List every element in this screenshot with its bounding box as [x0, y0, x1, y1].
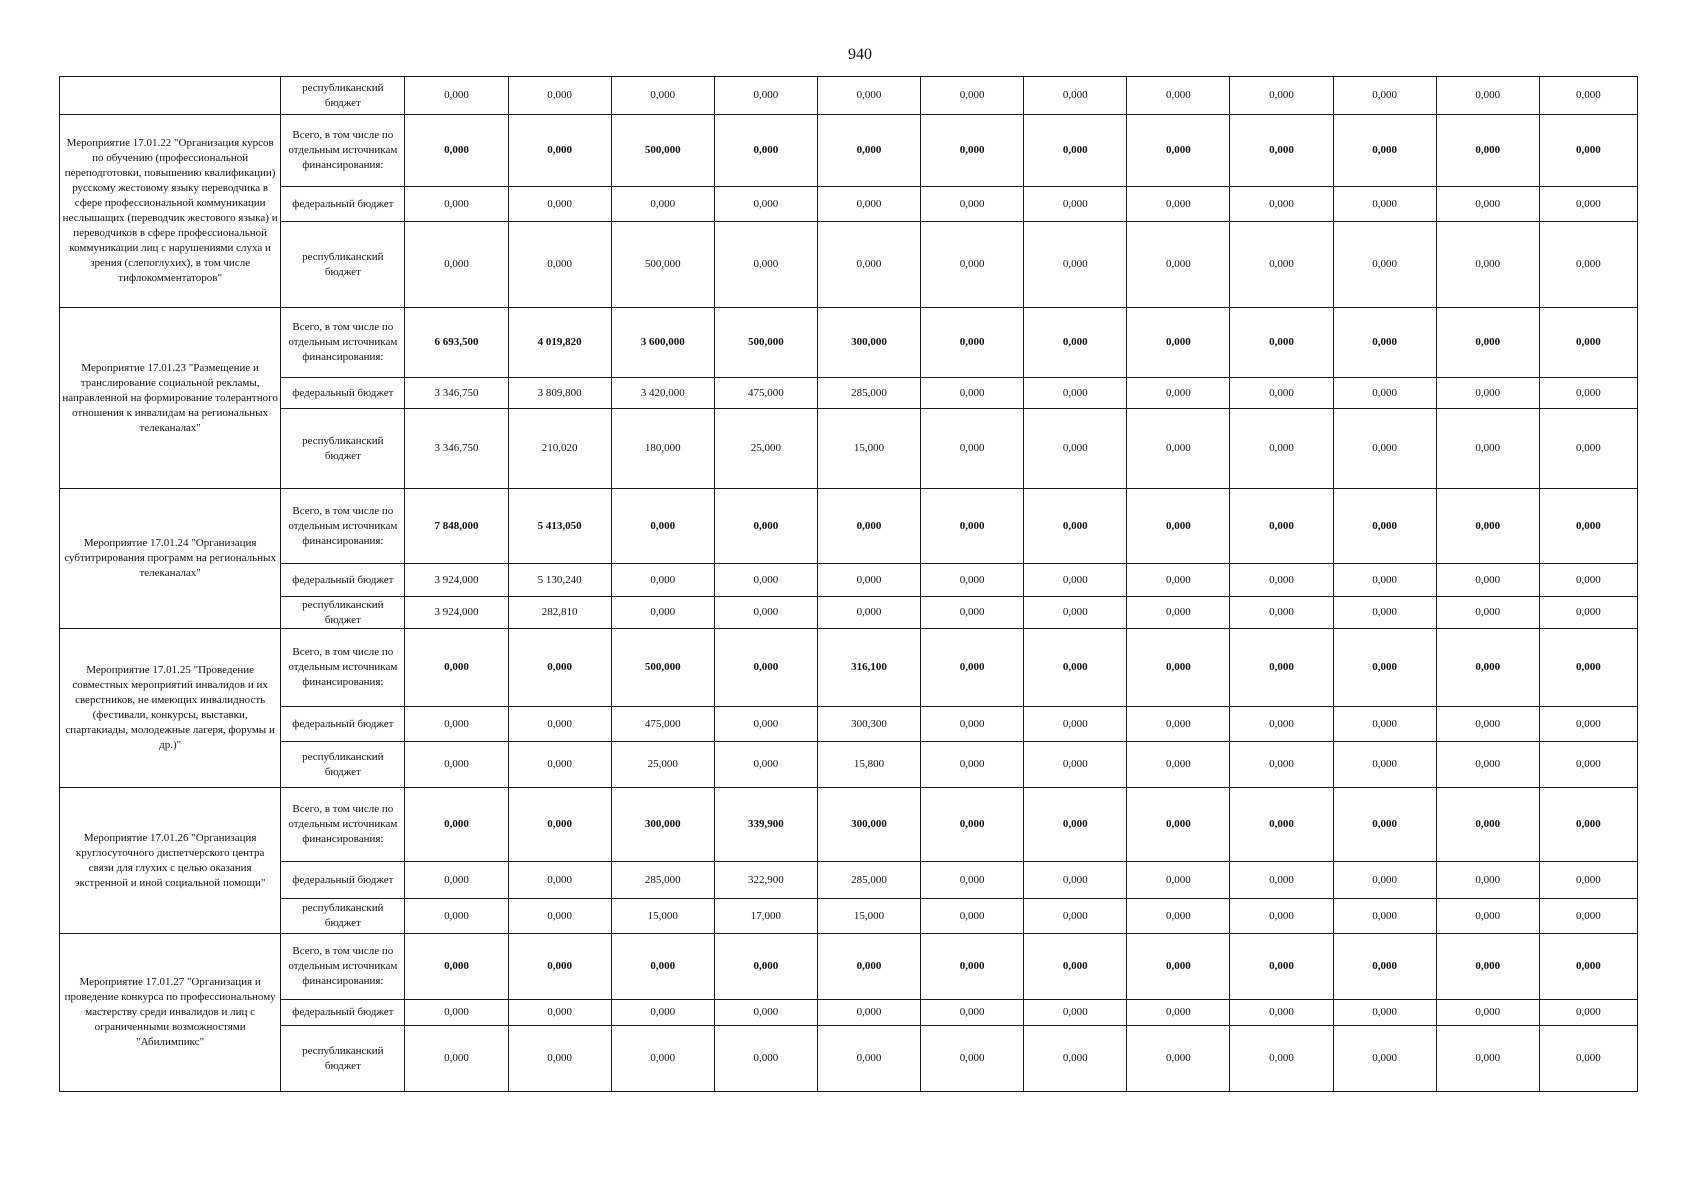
value-cell: 0,000 — [817, 597, 920, 629]
value-cell: 0,000 — [611, 1026, 714, 1092]
value-cell: 0,000 — [1333, 115, 1436, 187]
source-label: Всего, в том числе по отдельным источникам финансирования: — [281, 115, 405, 187]
value-cell: 0,000 — [1230, 629, 1333, 707]
value-cell: 0,000 — [1127, 597, 1230, 629]
value-cell: 15,000 — [817, 899, 920, 934]
budget-table — [59, 76, 1638, 1092]
value-cell: 25,000 — [611, 742, 714, 788]
value-cell: 0,000 — [508, 187, 611, 222]
value-cell: 0,000 — [405, 1026, 508, 1092]
value-cell: 0,000 — [1436, 409, 1539, 489]
value-cell: 0,000 — [817, 77, 920, 115]
value-cell: 0,000 — [1127, 564, 1230, 597]
value-cell: 3 346,750 — [405, 409, 508, 489]
source-label: федеральный бюджет — [281, 862, 405, 899]
value-cell: 0,000 — [1436, 222, 1539, 308]
value-cell: 0,000 — [714, 222, 817, 308]
value-cell: 0,000 — [921, 77, 1024, 115]
value-cell: 0,000 — [1230, 707, 1333, 742]
value-cell: 500,000 — [611, 115, 714, 187]
source-label: Всего, в том числе по отдельным источникам финансирования: — [281, 308, 405, 378]
value-cell: 0,000 — [611, 1000, 714, 1026]
value-cell: 0,000 — [405, 1000, 508, 1026]
value-cell: 0,000 — [405, 742, 508, 788]
value-cell: 0,000 — [1539, 629, 1637, 707]
value-cell: 0,000 — [1127, 308, 1230, 378]
value-cell: 0,000 — [1230, 1026, 1333, 1092]
table-row — [60, 788, 1638, 862]
value-cell: 0,000 — [817, 934, 920, 1000]
value-cell: 0,000 — [1024, 308, 1127, 378]
table-row — [60, 564, 1638, 597]
value-cell: 0,000 — [1024, 187, 1127, 222]
value-cell: 0,000 — [1230, 1000, 1333, 1026]
value-cell: 0,000 — [921, 707, 1024, 742]
value-cell: 322,900 — [714, 862, 817, 899]
source-label: федеральный бюджет — [281, 1000, 405, 1026]
value-cell: 0,000 — [611, 934, 714, 1000]
value-cell: 0,000 — [921, 934, 1024, 1000]
event-title: Мероприятие 17.01.25 "Проведение совместных мероприятий инвалидов и их сверстников, не имеющих инвалидность (фестивали, конкурсы, выставки, спартакиады, молодежные лагеря, форумы и др.)" — [60, 629, 281, 788]
value-cell: 0,000 — [405, 862, 508, 899]
value-cell: 0,000 — [1024, 629, 1127, 707]
value-cell: 0,000 — [1333, 187, 1436, 222]
value-cell: 0,000 — [714, 934, 817, 1000]
value-cell: 0,000 — [1127, 1000, 1230, 1026]
value-cell: 0,000 — [1436, 187, 1539, 222]
value-cell: 210,020 — [508, 409, 611, 489]
value-cell: 0,000 — [1024, 1026, 1127, 1092]
value-cell: 0,000 — [817, 564, 920, 597]
value-cell: 0,000 — [1024, 742, 1127, 788]
table-row — [60, 1026, 1638, 1092]
value-cell: 0,000 — [1024, 115, 1127, 187]
value-cell: 0,000 — [921, 1000, 1024, 1026]
table-row — [60, 378, 1638, 409]
value-cell: 3 924,000 — [405, 564, 508, 597]
value-cell: 0,000 — [405, 222, 508, 308]
value-cell: 0,000 — [405, 77, 508, 115]
value-cell: 0,000 — [1333, 742, 1436, 788]
value-cell: 0,000 — [1539, 187, 1637, 222]
value-cell: 3 420,000 — [611, 378, 714, 409]
value-cell: 0,000 — [1230, 564, 1333, 597]
source-label: республиканский бюджет — [281, 742, 405, 788]
value-cell: 0,000 — [508, 222, 611, 308]
value-cell: 0,000 — [1230, 934, 1333, 1000]
value-cell: 0,000 — [921, 742, 1024, 788]
value-cell: 0,000 — [1436, 489, 1539, 564]
value-cell: 0,000 — [1436, 115, 1539, 187]
source-label: Всего, в том числе по отдельным источникам финансирования: — [281, 629, 405, 707]
value-cell: 0,000 — [1333, 934, 1436, 1000]
value-cell: 0,000 — [1127, 788, 1230, 862]
value-cell: 0,000 — [1539, 77, 1637, 115]
value-cell: 0,000 — [1436, 308, 1539, 378]
value-cell: 0,000 — [1436, 1026, 1539, 1092]
value-cell: 0,000 — [405, 788, 508, 862]
value-cell: 285,000 — [611, 862, 714, 899]
event-title: Мероприятие 17.01.26 "Организация круглосуточного диспетчерского центра связи для глухих с целью оказания экстренной и иной социальной помощи" — [60, 788, 281, 934]
value-cell: 475,000 — [611, 707, 714, 742]
value-cell: 0,000 — [405, 899, 508, 934]
value-cell: 0,000 — [817, 1000, 920, 1026]
value-cell: 0,000 — [1230, 409, 1333, 489]
value-cell: 0,000 — [921, 597, 1024, 629]
value-cell: 0,000 — [508, 1000, 611, 1026]
value-cell: 0,000 — [508, 629, 611, 707]
value-cell: 0,000 — [1436, 77, 1539, 115]
value-cell: 0,000 — [817, 1026, 920, 1092]
value-cell: 0,000 — [1127, 489, 1230, 564]
value-cell: 0,000 — [817, 222, 920, 308]
table-row — [60, 742, 1638, 788]
value-cell: 0,000 — [1436, 1000, 1539, 1026]
value-cell: 0,000 — [1333, 629, 1436, 707]
value-cell: 0,000 — [921, 222, 1024, 308]
value-cell: 3 346,750 — [405, 378, 508, 409]
table-row — [60, 77, 1638, 115]
value-cell: 0,000 — [817, 187, 920, 222]
value-cell: 0,000 — [1333, 1000, 1436, 1026]
value-cell: 0,000 — [1436, 378, 1539, 409]
value-cell: 0,000 — [611, 564, 714, 597]
value-cell: 0,000 — [1230, 489, 1333, 564]
source-label: республиканский бюджет — [281, 77, 405, 115]
table-row — [60, 934, 1638, 1000]
value-cell: 0,000 — [1333, 899, 1436, 934]
value-cell: 300,300 — [817, 707, 920, 742]
value-cell: 0,000 — [1539, 489, 1637, 564]
value-cell: 15,800 — [817, 742, 920, 788]
value-cell: 0,000 — [1539, 1026, 1637, 1092]
value-cell: 5 413,050 — [508, 489, 611, 564]
value-cell: 0,000 — [1333, 1026, 1436, 1092]
value-cell: 15,000 — [611, 899, 714, 934]
value-cell: 0,000 — [714, 629, 817, 707]
value-cell: 0,000 — [508, 77, 611, 115]
value-cell: 0,000 — [1436, 564, 1539, 597]
table-row — [60, 187, 1638, 222]
source-label: федеральный бюджет — [281, 707, 405, 742]
value-cell: 0,000 — [1333, 788, 1436, 862]
value-cell: 0,000 — [1024, 222, 1127, 308]
value-cell: 0,000 — [405, 187, 508, 222]
value-cell: 0,000 — [1024, 1000, 1127, 1026]
value-cell: 0,000 — [1127, 378, 1230, 409]
value-cell: 0,000 — [1024, 899, 1127, 934]
value-cell: 0,000 — [1024, 862, 1127, 899]
value-cell: 0,000 — [1539, 1000, 1637, 1026]
value-cell: 0,000 — [1024, 934, 1127, 1000]
value-cell: 0,000 — [1539, 597, 1637, 629]
value-cell: 0,000 — [508, 934, 611, 1000]
value-cell: 0,000 — [1024, 77, 1127, 115]
value-cell: 0,000 — [1539, 409, 1637, 489]
source-label: федеральный бюджет — [281, 564, 405, 597]
value-cell: 0,000 — [1127, 77, 1230, 115]
source-label: федеральный бюджет — [281, 187, 405, 222]
value-cell: 0,000 — [1436, 629, 1539, 707]
value-cell: 500,000 — [611, 222, 714, 308]
value-cell: 0,000 — [1230, 788, 1333, 862]
value-cell: 0,000 — [921, 378, 1024, 409]
source-label: республиканский бюджет — [281, 222, 405, 308]
table-row — [60, 489, 1638, 564]
value-cell: 0,000 — [921, 564, 1024, 597]
value-cell: 0,000 — [1024, 378, 1127, 409]
event-title: Мероприятие 17.01.27 "Организация и проведение конкурса по профессиональному мастерству среди инвалидов и лиц с ограниченными возможностями "Абилимпикс" — [60, 934, 281, 1092]
table-row — [60, 409, 1638, 489]
value-cell: 500,000 — [714, 308, 817, 378]
value-cell: 0,000 — [921, 409, 1024, 489]
value-cell: 180,000 — [611, 409, 714, 489]
value-cell: 0,000 — [921, 788, 1024, 862]
value-cell: 0,000 — [1539, 934, 1637, 1000]
value-cell: 0,000 — [1230, 115, 1333, 187]
source-label: республиканский бюджет — [281, 597, 405, 629]
value-cell: 4 019,820 — [508, 308, 611, 378]
value-cell: 0,000 — [921, 862, 1024, 899]
value-cell: 0,000 — [405, 707, 508, 742]
value-cell: 316,100 — [817, 629, 920, 707]
value-cell: 0,000 — [405, 934, 508, 1000]
value-cell: 0,000 — [1127, 222, 1230, 308]
value-cell: 0,000 — [1333, 862, 1436, 899]
value-cell: 0,000 — [714, 597, 817, 629]
value-cell: 15,000 — [817, 409, 920, 489]
value-cell: 0,000 — [921, 115, 1024, 187]
value-cell: 0,000 — [508, 1026, 611, 1092]
value-cell: 0,000 — [1127, 934, 1230, 1000]
value-cell: 0,000 — [508, 899, 611, 934]
value-cell: 0,000 — [1436, 707, 1539, 742]
value-cell: 0,000 — [1436, 597, 1539, 629]
value-cell: 0,000 — [1333, 308, 1436, 378]
source-label: республиканский бюджет — [281, 899, 405, 934]
event-title: Мероприятие 17.01.23 "Размещение и транслирование социальной рекламы, направленной на формирование толерантного отношения к инвалидам на региональных телеканалах" — [60, 308, 281, 489]
value-cell: 0,000 — [1230, 742, 1333, 788]
table-row — [60, 222, 1638, 308]
value-cell: 0,000 — [508, 742, 611, 788]
value-cell: 500,000 — [611, 629, 714, 707]
value-cell: 0,000 — [508, 115, 611, 187]
source-label: федеральный бюджет — [281, 378, 405, 409]
value-cell: 0,000 — [1127, 409, 1230, 489]
value-cell: 25,000 — [714, 409, 817, 489]
value-cell: 0,000 — [1230, 862, 1333, 899]
value-cell: 0,000 — [611, 187, 714, 222]
event-title: Мероприятие 17.01.24 "Организация субтитрирования программ на региональных телеканалах" — [60, 489, 281, 629]
value-cell: 300,000 — [817, 308, 920, 378]
value-cell: 475,000 — [714, 378, 817, 409]
source-label: республиканский бюджет — [281, 1026, 405, 1092]
value-cell: 0,000 — [817, 489, 920, 564]
value-cell: 0,000 — [714, 115, 817, 187]
table-body — [60, 77, 1638, 1092]
value-cell: 285,000 — [817, 862, 920, 899]
value-cell: 0,000 — [921, 308, 1024, 378]
value-cell: 0,000 — [1230, 899, 1333, 934]
value-cell: 0,000 — [1024, 564, 1127, 597]
table-row — [60, 899, 1638, 934]
value-cell: 0,000 — [611, 489, 714, 564]
value-cell: 0,000 — [714, 564, 817, 597]
value-cell: 0,000 — [508, 707, 611, 742]
value-cell: 0,000 — [714, 707, 817, 742]
table-row — [60, 629, 1638, 707]
value-cell: 0,000 — [1539, 564, 1637, 597]
value-cell: 0,000 — [1436, 788, 1539, 862]
value-cell: 0,000 — [1436, 742, 1539, 788]
value-cell: 0,000 — [1333, 77, 1436, 115]
value-cell: 0,000 — [1230, 222, 1333, 308]
value-cell: 0,000 — [1436, 862, 1539, 899]
value-cell: 0,000 — [1333, 409, 1436, 489]
value-cell: 0,000 — [1127, 629, 1230, 707]
value-cell: 0,000 — [1127, 1026, 1230, 1092]
page-number: 940 — [848, 46, 872, 63]
value-cell: 0,000 — [1024, 409, 1127, 489]
source-label: Всего, в том числе по отдельным источникам финансирования: — [281, 934, 405, 1000]
value-cell: 0,000 — [1333, 222, 1436, 308]
table-row — [60, 862, 1638, 899]
value-cell: 0,000 — [817, 115, 920, 187]
value-cell: 0,000 — [1127, 742, 1230, 788]
value-cell: 339,900 — [714, 788, 817, 862]
value-cell: 0,000 — [611, 597, 714, 629]
table-row — [60, 597, 1638, 629]
value-cell: 0,000 — [1539, 308, 1637, 378]
value-cell: 0,000 — [1127, 862, 1230, 899]
value-cell: 0,000 — [714, 1000, 817, 1026]
value-cell: 0,000 — [921, 899, 1024, 934]
value-cell: 0,000 — [714, 1026, 817, 1092]
value-cell: 0,000 — [611, 77, 714, 115]
event-cell-empty — [60, 77, 281, 115]
value-cell: 282,810 — [508, 597, 611, 629]
table-row — [60, 308, 1638, 378]
value-cell: 17,000 — [714, 899, 817, 934]
value-cell: 5 130,240 — [508, 564, 611, 597]
table-row — [60, 1000, 1638, 1026]
value-cell: 0,000 — [921, 1026, 1024, 1092]
table-row — [60, 115, 1638, 187]
value-cell: 0,000 — [508, 788, 611, 862]
value-cell: 0,000 — [714, 77, 817, 115]
value-cell: 0,000 — [1127, 187, 1230, 222]
value-cell: 0,000 — [1230, 597, 1333, 629]
value-cell: 7 848,000 — [405, 489, 508, 564]
value-cell: 0,000 — [1230, 308, 1333, 378]
value-cell: 0,000 — [1539, 742, 1637, 788]
value-cell: 0,000 — [1024, 489, 1127, 564]
source-label: Всего, в том числе по отдельным источникам финансирования: — [281, 489, 405, 564]
value-cell: 0,000 — [1333, 597, 1436, 629]
value-cell: 0,000 — [1024, 707, 1127, 742]
value-cell: 3 924,000 — [405, 597, 508, 629]
value-cell: 0,000 — [1539, 899, 1637, 934]
value-cell: 3 809,800 — [508, 378, 611, 409]
value-cell: 0,000 — [1539, 115, 1637, 187]
value-cell: 0,000 — [1539, 707, 1637, 742]
value-cell: 0,000 — [1539, 222, 1637, 308]
value-cell: 0,000 — [1127, 115, 1230, 187]
value-cell: 0,000 — [1333, 707, 1436, 742]
value-cell: 0,000 — [1539, 862, 1637, 899]
value-cell: 0,000 — [714, 187, 817, 222]
value-cell: 0,000 — [921, 489, 1024, 564]
event-title: Мероприятие 17.01.22 "Организация курсов по обучению (профессиональной переподготовки, повышению квалификации) русскому жестовому языку переводчика в сфере профессиональной коммуникации неслышащих (переводчик жестового языка) и переводчиков в сфере профессиональной коммуникации лиц с нарушениями слуха и зрения (слепоглухих), в том числе тифлокомментаторов" — [60, 115, 281, 308]
value-cell: 0,000 — [921, 187, 1024, 222]
value-cell: 0,000 — [1436, 934, 1539, 1000]
value-cell: 0,000 — [1024, 597, 1127, 629]
value-cell: 300,000 — [817, 788, 920, 862]
value-cell: 0,000 — [1230, 77, 1333, 115]
source-label: республиканский бюджет — [281, 409, 405, 489]
value-cell: 0,000 — [508, 862, 611, 899]
value-cell: 0,000 — [714, 742, 817, 788]
value-cell: 0,000 — [1539, 378, 1637, 409]
value-cell: 0,000 — [1024, 788, 1127, 862]
table-row — [60, 707, 1638, 742]
value-cell: 0,000 — [921, 629, 1024, 707]
value-cell: 0,000 — [405, 115, 508, 187]
value-cell: 3 600,000 — [611, 308, 714, 378]
value-cell: 6 693,500 — [405, 308, 508, 378]
value-cell: 0,000 — [1333, 564, 1436, 597]
value-cell: 0,000 — [1333, 378, 1436, 409]
value-cell: 0,000 — [1436, 899, 1539, 934]
value-cell: 0,000 — [405, 629, 508, 707]
value-cell: 285,000 — [817, 378, 920, 409]
value-cell: 0,000 — [1230, 187, 1333, 222]
value-cell: 0,000 — [1539, 788, 1637, 862]
value-cell: 0,000 — [1127, 707, 1230, 742]
value-cell: 0,000 — [1230, 378, 1333, 409]
source-label: Всего, в том числе по отдельным источникам финансирования: — [281, 788, 405, 862]
value-cell: 0,000 — [1333, 489, 1436, 564]
value-cell: 300,000 — [611, 788, 714, 862]
value-cell: 0,000 — [714, 489, 817, 564]
value-cell: 0,000 — [1127, 899, 1230, 934]
